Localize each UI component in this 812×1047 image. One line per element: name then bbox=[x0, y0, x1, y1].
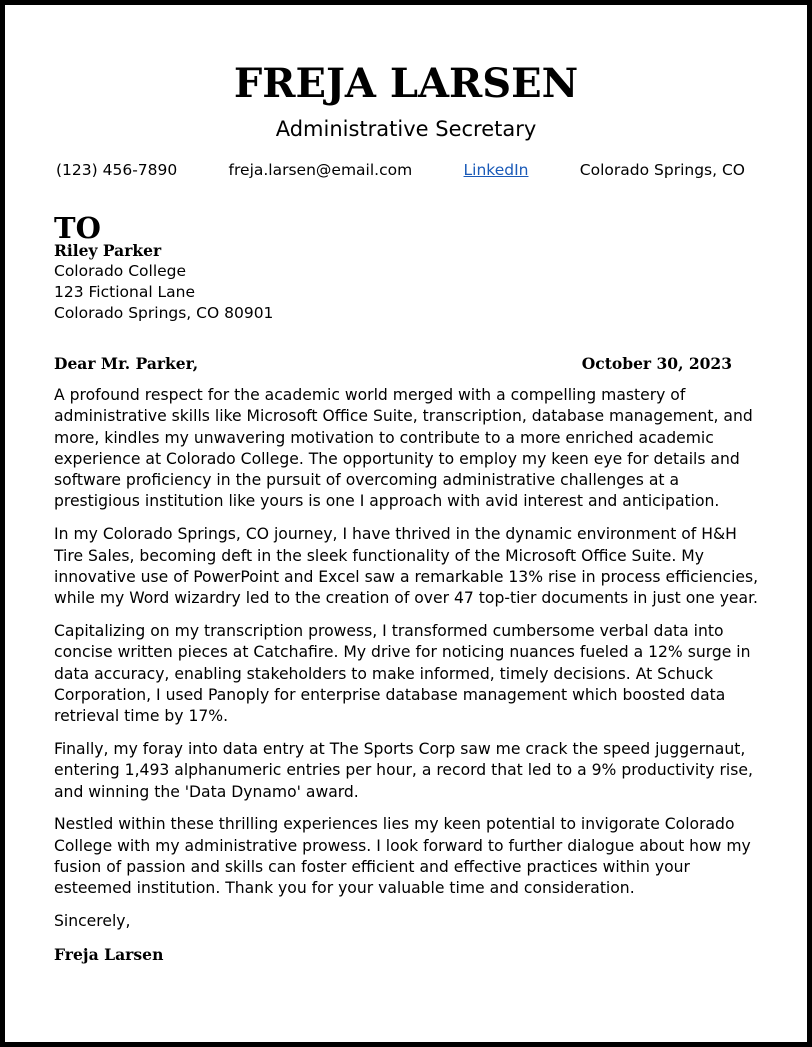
recipient-city: Colorado Springs, CO 80901 bbox=[54, 304, 274, 322]
recipient-name: Riley Parker bbox=[54, 241, 162, 260]
letter-date: October 30, 2023 bbox=[581, 354, 732, 373]
linkedin-link[interactable]: LinkedIn bbox=[463, 161, 529, 179]
letter-body bbox=[54, 385, 763, 977]
location: Colorado Springs, CO bbox=[579, 161, 745, 179]
body-paragraph: In my Colorado Springs, CO journey, I have thrived in the dynamic environment of H&H Tire Sales, becoming deft in the sleek functionality of the Microsoft Office Suite. My innovative use of PowerPoint and Excel saw a remarkable 13% rise in process efficiencies, while my Word wizardry led to the creation of over 47 top-tier documents in just one year. bbox=[54, 525, 759, 608]
contact-info-row bbox=[56, 159, 745, 181]
recipient-street: 123 Fictional Lane bbox=[54, 283, 196, 301]
recipient-block bbox=[54, 240, 273, 324]
recipient-organization: Colorado College bbox=[54, 262, 187, 280]
signature: Freja Larsen bbox=[54, 944, 164, 964]
closing: Sincerely, bbox=[54, 912, 131, 931]
body-paragraph: Finally, my foray into data entry at The Sports Corp saw me crack the speed juggernaut, entering 1,493 alphanumeric entries per hour, a record that led to a 9% productivity rise, and winning the 'Data Dynamo' award. bbox=[54, 739, 753, 801]
phone-number: (123) 456-7890 bbox=[56, 161, 178, 179]
job-title: Administrative Secretary bbox=[275, 117, 537, 141]
applicant-name: FREJA LARSEN bbox=[233, 60, 579, 107]
body-paragraph: Nestled within these thrilling experiences lies my keen potential to invigorate Colorado College with my administrative prowess. I look forward to further dialogue about how my fusion of passion and skills can foster efficient and effective practices within your esteemed institution. Thank you for your valuable time and consideration. bbox=[54, 815, 751, 898]
body-paragraph: Capitalizing on my transcription prowess, I transformed cumbersome verbal data into concise written pieces at Catchafire. My drive for noticing nuances fueled a 12% surge in data accuracy, enabling stakeholders to make informed, timely decisions. At Schuck Corporation, I used Panoply for enterprise database management which boosted data retrieval time by 17%. bbox=[54, 621, 751, 726]
email-address: freja.larsen@email.com bbox=[228, 161, 413, 179]
salutation: Dear Mr. Parker, bbox=[54, 354, 199, 373]
salutation-row bbox=[54, 353, 732, 375]
to-heading: TO bbox=[54, 211, 101, 245]
body-paragraph: A profound respect for the academic world merged with a compelling mastery of administrative skills like Microsoft Office Suite, transcription, database management, and more, kindles my unwavering motivation to contribute to a more enriched academic experience at Colorado College. The opportunity to employ my keen eye for details and software proficiency in the pursuit of overcoming administrative challenges at a prestigious institution like yours is one I approach with avid interest and anticipation. bbox=[54, 386, 753, 511]
